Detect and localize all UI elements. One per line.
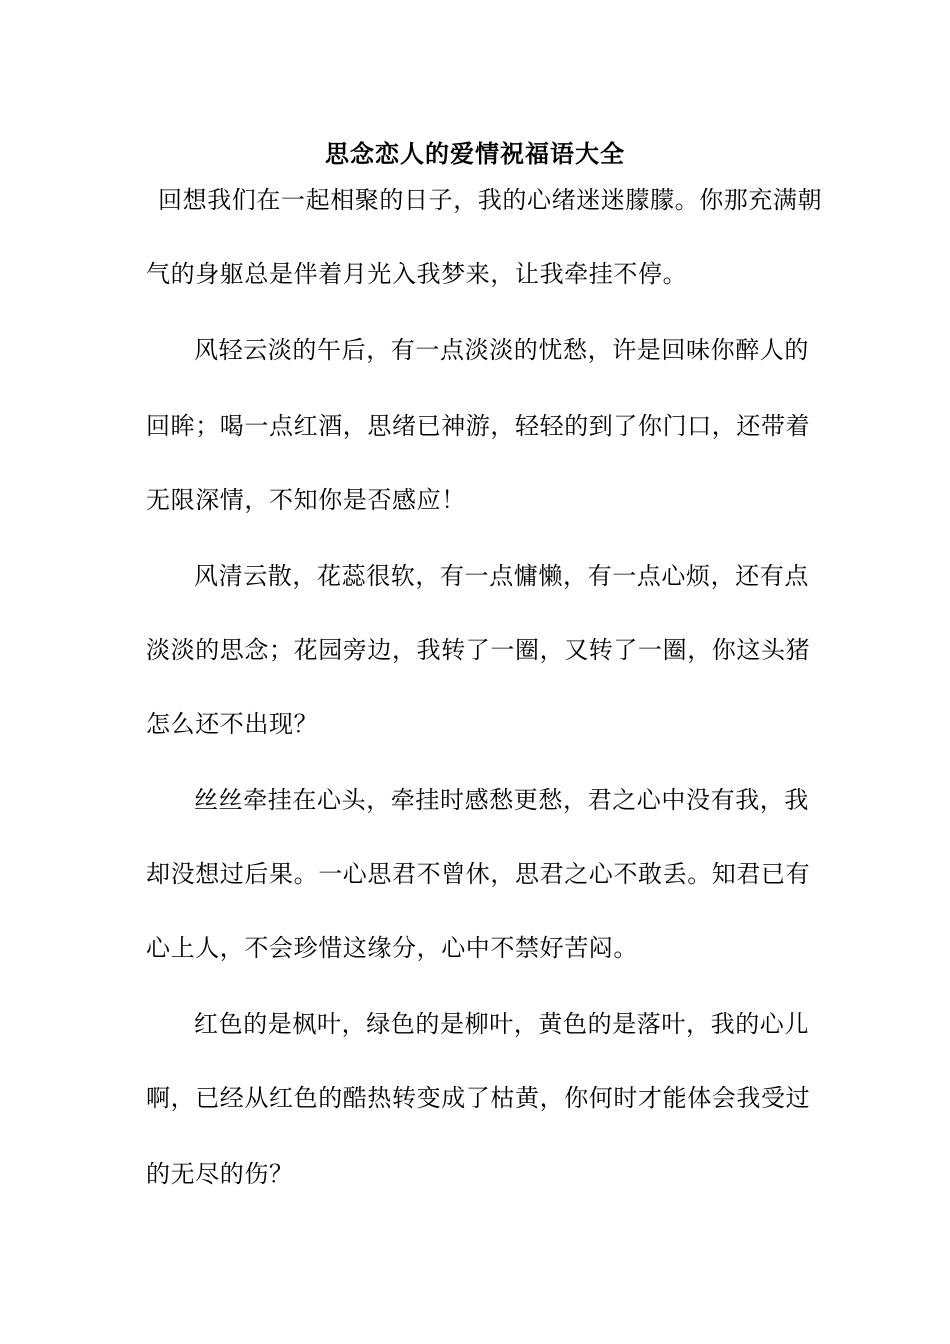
paragraph-3-line-2: 淡淡的思念；花园旁边，我转了一圈，又转了一圈，你这头猪 xyxy=(146,636,811,664)
paragraph-5-line-1: 红色的是枫叶，绿色的是柳叶，黄色的是落叶，我的心儿 xyxy=(194,1010,809,1038)
paragraph-2-line-2: 回眸；喝一点红酒，思绪已神游，轻轻的到了你门口，还带着 xyxy=(146,412,811,440)
paragraph-5-line-2: 啊，已经从红色的酷热转变成了枯黄，你何时才能体会我受过 xyxy=(146,1084,811,1112)
paragraph-1-line-2: 气的身躯总是伴着月光入我梦来，让我牵挂不停。 xyxy=(146,260,688,288)
paragraph-2-line-1: 风轻云淡的午后，有一点淡淡的忧愁，许是回味你醉人的 xyxy=(194,336,809,364)
paragraph-4-line-3: 心上人，不会珍惜这缘分，心中不禁好苦闷。 xyxy=(146,934,638,962)
paragraph-5-line-3: 的无尽的伤？ xyxy=(146,1160,294,1188)
paragraph-1-line-1: 回想我们在一起相聚的日子，我的心绪迷迷朦朦。你那充满朝 xyxy=(158,186,823,214)
paragraph-2-line-3: 无限深情，不知你是否感应！ xyxy=(146,486,466,514)
paragraph-4-line-1: 丝丝牵挂在心头，牵挂时感愁更愁，君之心中没有我，我 xyxy=(194,786,809,814)
paragraph-3-line-3: 怎么还不出现？ xyxy=(146,710,319,738)
document-title: 思念恋人的爱情祝福语大全 xyxy=(325,139,625,168)
paragraph-4-line-2: 却没想过后果。一心思君不曾休，思君之心不敢丢。知君已有 xyxy=(146,860,811,888)
paragraph-3-line-1: 风清云散，花蕊很软，有一点慵懒，有一点心烦，还有点 xyxy=(194,562,809,590)
